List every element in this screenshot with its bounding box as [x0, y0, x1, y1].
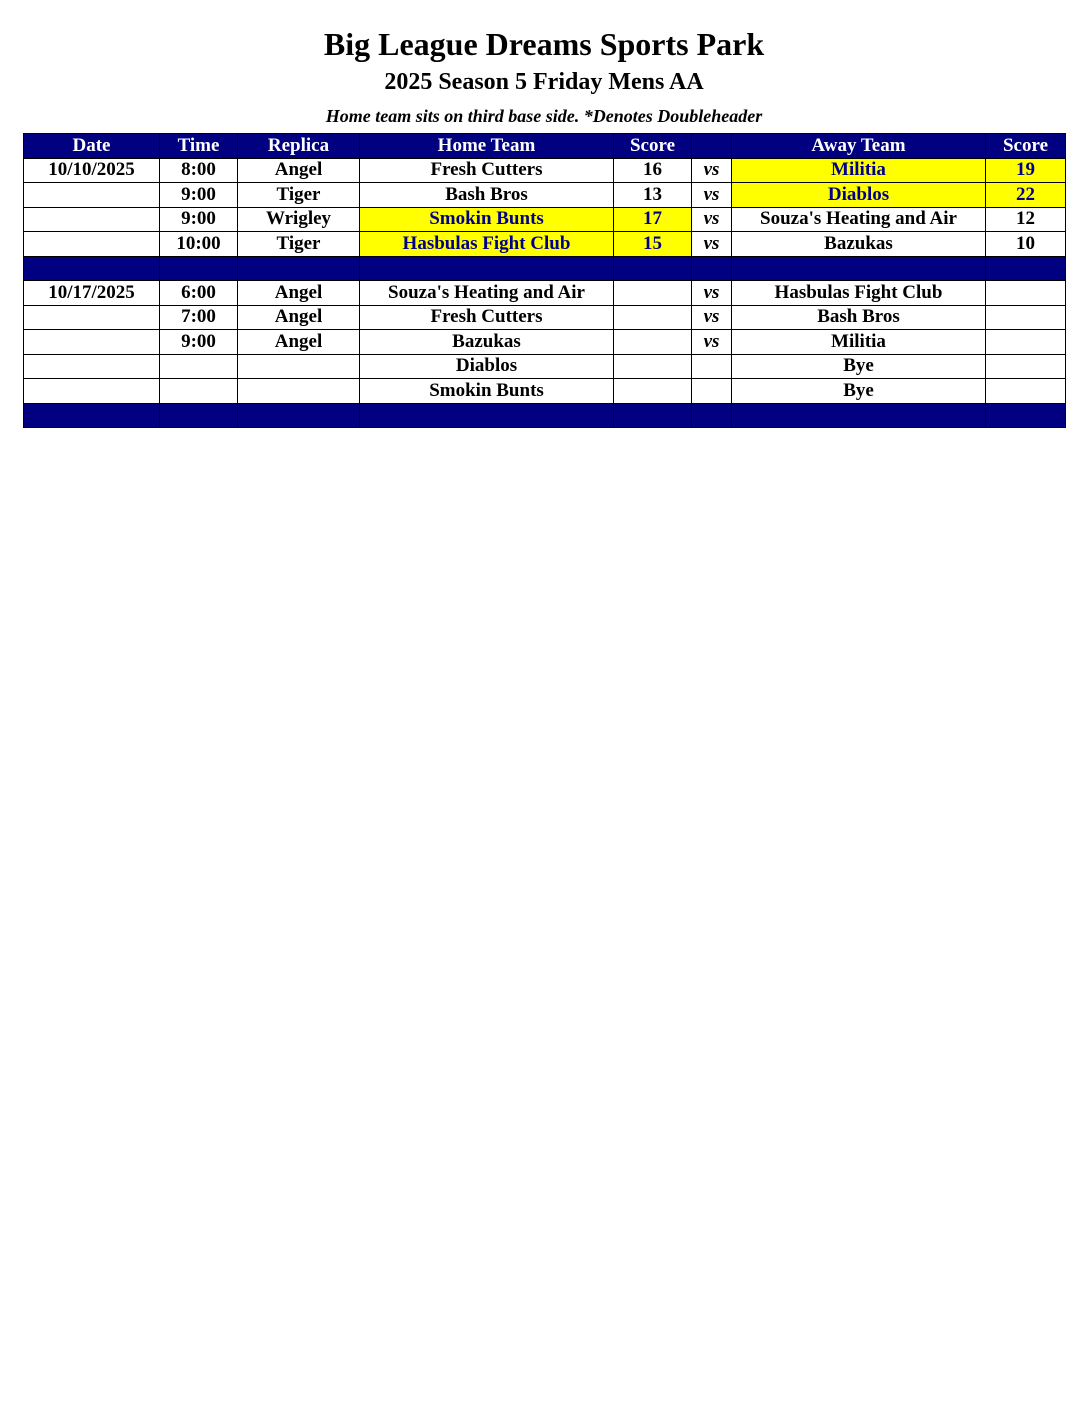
separator-cell — [986, 403, 1066, 428]
cell-vs: vs — [692, 207, 732, 232]
separator-cell — [986, 256, 1066, 281]
cell-home-team: Fresh Cutters — [360, 305, 614, 330]
col-header-date: Date — [24, 134, 160, 159]
cell-away-score — [986, 305, 1066, 330]
cell-home-team: Bazukas — [360, 330, 614, 355]
cell-away-score — [986, 354, 1066, 379]
col-header-home-team: Home Team — [360, 134, 614, 159]
cell-home-score: 17 — [614, 207, 692, 232]
cell-home-team: Souza's Heating and Air — [360, 281, 614, 306]
separator-row — [24, 403, 1066, 428]
cell-home-score — [614, 379, 692, 404]
cell-date — [24, 330, 160, 355]
cell-time — [160, 379, 238, 404]
cell-vs: vs — [692, 330, 732, 355]
col-header-home-score: Score — [614, 134, 692, 159]
cell-away-team: Souza's Heating and Air — [732, 207, 986, 232]
cell-away-score — [986, 330, 1066, 355]
table-row — [24, 207, 1066, 232]
cell-replica — [238, 379, 360, 404]
col-header-replica: Replica — [238, 134, 360, 159]
cell-replica: Angel — [238, 281, 360, 306]
separator-cell — [692, 256, 732, 281]
cell-date — [24, 305, 160, 330]
cell-vs: vs — [692, 158, 732, 183]
cell-vs: vs — [692, 183, 732, 208]
cell-away-score — [986, 379, 1066, 404]
cell-away-team: Bash Bros — [732, 305, 986, 330]
separator-cell — [732, 403, 986, 428]
col-header-vs — [692, 134, 732, 159]
cell-away-team: Bye — [732, 379, 986, 404]
cell-vs: vs — [692, 305, 732, 330]
cell-replica: Angel — [238, 158, 360, 183]
cell-time: 6:00 — [160, 281, 238, 306]
separator-cell — [732, 256, 986, 281]
cell-away-score: 22 — [986, 183, 1066, 208]
table-row — [24, 232, 1066, 257]
table-row — [24, 158, 1066, 183]
cell-replica — [238, 354, 360, 379]
cell-time: 9:00 — [160, 183, 238, 208]
cell-away-team: Hasbulas Fight Club — [732, 281, 986, 306]
cell-replica: Tiger — [238, 232, 360, 257]
cell-away-team: Militia — [732, 330, 986, 355]
separator-cell — [24, 403, 160, 428]
doubleheader-note: Home team sits on third base side. *Denotes Doubleheader — [325, 106, 763, 126]
cell-home-team: Smokin Bunts — [360, 207, 614, 232]
cell-date — [24, 354, 160, 379]
header-row — [24, 134, 1066, 159]
separator-cell — [160, 256, 238, 281]
cell-away-team: Bazukas — [732, 232, 986, 257]
cell-date: 10/10/2025 — [24, 158, 160, 183]
separator-cell — [160, 403, 238, 428]
page-title: Big League Dreams Sports Park — [323, 26, 765, 62]
col-header-time: Time — [160, 134, 238, 159]
cell-vs — [692, 354, 732, 379]
cell-time: 10:00 — [160, 232, 238, 257]
table-row — [24, 330, 1066, 355]
cell-away-score: 19 — [986, 158, 1066, 183]
cell-home-team: Smokin Bunts — [360, 379, 614, 404]
cell-date — [24, 379, 160, 404]
separator-cell — [360, 256, 614, 281]
cell-home-score: 13 — [614, 183, 692, 208]
cell-time: 9:00 — [160, 207, 238, 232]
cell-away-team: Militia — [732, 158, 986, 183]
cell-away-team: Bye — [732, 354, 986, 379]
table-row — [24, 305, 1066, 330]
cell-replica: Angel — [238, 305, 360, 330]
cell-date — [24, 207, 160, 232]
cell-home-score: 15 — [614, 232, 692, 257]
cell-time: 8:00 — [160, 158, 238, 183]
cell-date — [24, 183, 160, 208]
schedule-table — [23, 133, 1066, 428]
cell-home-score — [614, 281, 692, 306]
cell-vs: vs — [692, 281, 732, 306]
separator-cell — [692, 403, 732, 428]
separator-cell — [24, 256, 160, 281]
cell-home-score — [614, 354, 692, 379]
cell-date: 10/17/2025 — [24, 281, 160, 306]
separator-cell — [614, 256, 692, 281]
col-header-away-team: Away Team — [732, 134, 986, 159]
separator-cell — [614, 403, 692, 428]
cell-time — [160, 354, 238, 379]
cell-vs: vs — [692, 232, 732, 257]
cell-time: 7:00 — [160, 305, 238, 330]
col-header-away-score: Score — [986, 134, 1066, 159]
cell-home-team: Diablos — [360, 354, 614, 379]
cell-home-score: 16 — [614, 158, 692, 183]
cell-away-score — [986, 281, 1066, 306]
separator-cell — [238, 256, 360, 281]
cell-away-score: 10 — [986, 232, 1066, 257]
cell-replica: Wrigley — [238, 207, 360, 232]
cell-home-score — [614, 305, 692, 330]
cell-home-team: Bash Bros — [360, 183, 614, 208]
table-row — [24, 354, 1066, 379]
cell-away-team: Diablos — [732, 183, 986, 208]
schedule-body — [24, 158, 1066, 428]
cell-away-score: 12 — [986, 207, 1066, 232]
table-row — [24, 183, 1066, 208]
separator-row — [24, 256, 1066, 281]
table-row — [24, 281, 1066, 306]
cell-vs — [692, 379, 732, 404]
separator-cell — [238, 403, 360, 428]
season-subtitle: 2025 Season 5 Friday Mens AA — [384, 69, 704, 95]
cell-home-team: Fresh Cutters — [360, 158, 614, 183]
cell-home-team: Hasbulas Fight Club — [360, 232, 614, 257]
cell-time: 9:00 — [160, 330, 238, 355]
cell-home-score — [614, 330, 692, 355]
cell-replica: Angel — [238, 330, 360, 355]
table-row — [24, 379, 1066, 404]
cell-replica: Tiger — [238, 183, 360, 208]
cell-date — [24, 232, 160, 257]
separator-cell — [360, 403, 614, 428]
